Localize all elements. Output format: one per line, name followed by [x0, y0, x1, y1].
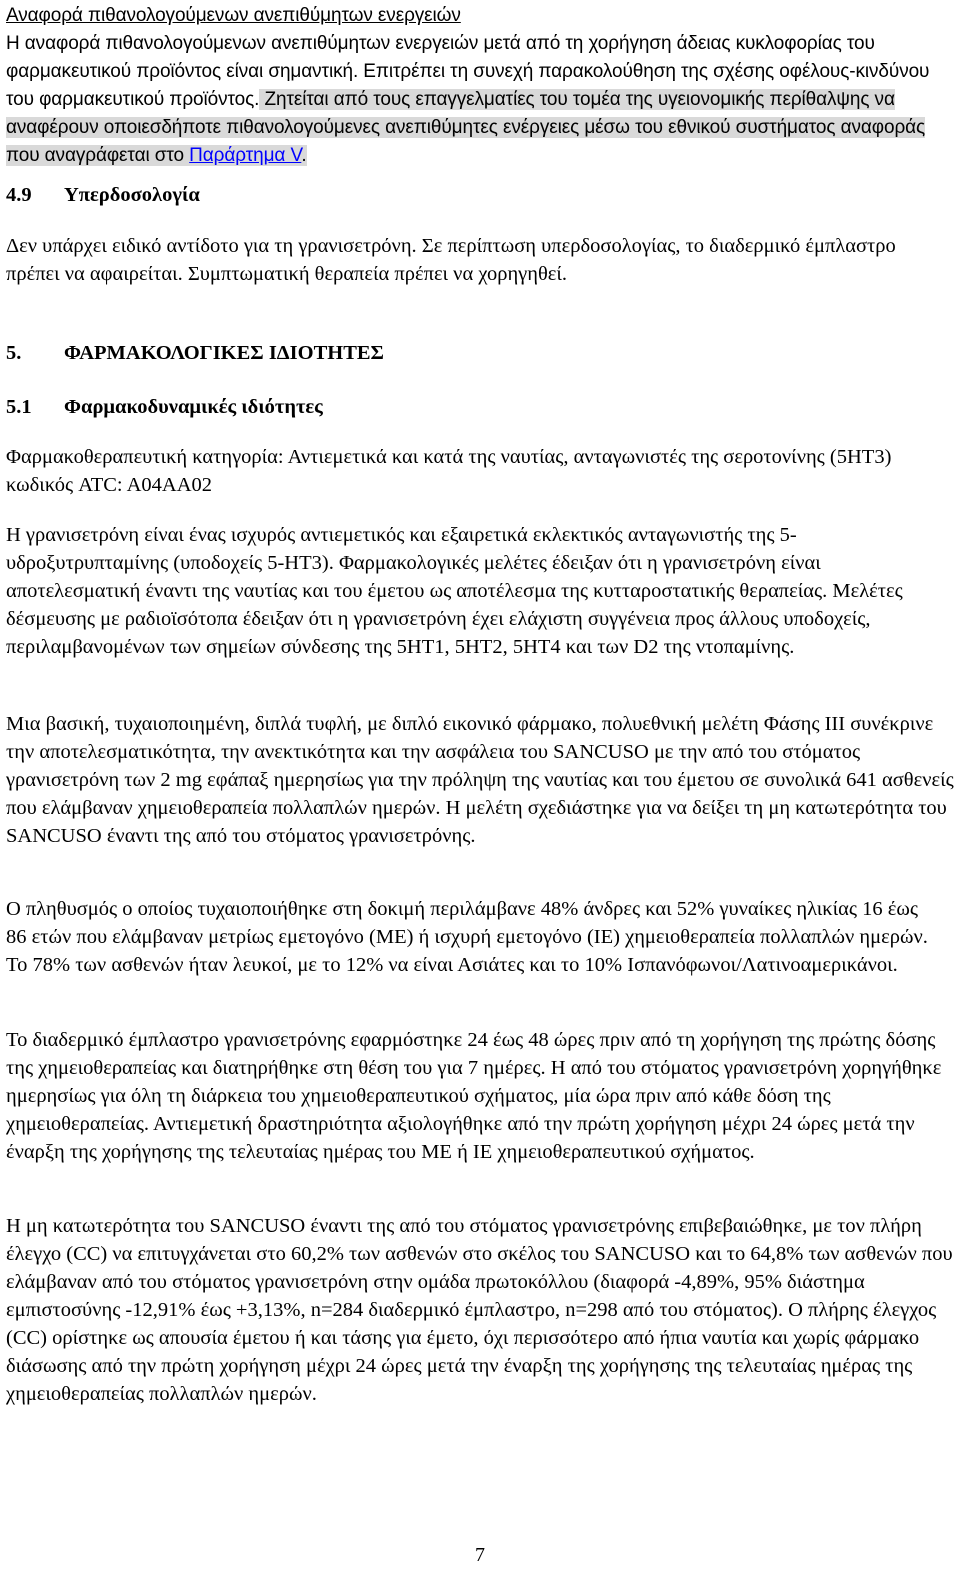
non-inferiority-paragraph: Η μη κατωτερότητα του SANCUSO έναντι της από του στόματος γρανισετρόνης επιβεβαιώθηκε, με τον πλήρη έλεγχο (CC) να επιτυγχάνεται στο 60,2% των ασθενών στο σκέλος του SANCUSO και το 64,8% των ασθενών που ελάμβαναν από του στόματος γρανισετρόνη στην ομάδα πρωτοκόλλου (διαφορά -4,89%, 95% διάστημα εμπιστοσύνης -12,91% έως +3,13%, n=284 διαδερμικό έμπλαστρο, n=298 από του στόματος). Ο πλήρης έλεγχος (CC) ορίστηκε ως απουσία έμετου ή και τάσης για έμετο, όχι περισσότερο από ήπια ναυτία και χωρίς φάρμακο διάσωσης από την πρώτη χορήγηση μέχρι 24 ώρες μετά την έναρξη της χορήγησης της τελευταίας ημέρας της χημειοθεραπείας πολλαπλών ημερών.: [6, 1215, 953, 1405]
adverse-reactions-text-b: Ζητείται από τους επαγγελματίες του τομέα της υγειονομικής περίθαλψης να αναφέρουν οποιεσδήποτε πιθανολογούμενες ανεπιθύμητες ενέργειες μέσω του εθνικού συστήματος αναφοράς που αναγράφεται στο Παράρτημα V.: [6, 89, 926, 166]
adverse-reactions-title: [6, 2, 954, 30]
section-4-9-heading: [6, 181, 200, 209]
population-paragraph: Ο πληθυσμός ο οποίος τυχαιοποιήθηκε στη δοκιμή περιλάμβανε 48% άνδρες και 52% γυναίκες ηλικίας 16 έως 86 ετών που ελάμβαναν μετρίως εμετογόνο (ΜΕ) ή ισχυρή εμετογόνο (ΙΕ) χημειοθεραπεία πολλαπλών ημερών. Το 78% των ασθενών ήταν λευκοί, με το 12% να είναι Ασιάτες και το 10% Ισπανόφωνοι/Λατινοαμερικάνοι.: [6, 898, 928, 976]
adverse-reactions-title-text: Αναφορά πιθανολογούμενων ανεπιθύμητων ενεργειών: [6, 5, 461, 26]
mechanism-paragraph: Η γρανισετρόνη είναι ένας ισχυρός αντιεμετικός και εξαιρετικά εκλεκτικός ανταγωνιστής της 5-υδροξυτρυπταμίνης (υποδοχείς 5-HT3). Φαρμακολογικές μελέτες έδειξαν ότι η γρανισετρόνη είναι αποτελεσματική έναντι της ναυτίας και του έμετου ως αποτέλεσμα της κυτταροστατικής θεραπείας. Μελέτες δέσμευσης με ραδιοϊσότοπα έδειξαν ότι η γρανισετρόνη έχει ελάχιστη συγγένεια προς άλλους υποδοχείς, περιλαμβανομένων των σημείων σύνδεσης της 5HT1, 5HT2, 5HT4 και των D2 της ντοπαμίνης.: [6, 524, 903, 658]
phase-iii-study-paragraph: Μια βασική, τυχαιοποιημένη, διπλά τυφλή, με διπλό εικονικό φάρμακο, πολυεθνική μελέτη Φάσης ΙΙΙ συνέκρινε την αποτελεσματικότητα, την ανεκτικότητα και την ασφάλεια του SANCUSO με την από του στόματος γρανισετρόνη των 2 mg εφάπαξ ημερησίως για την πρόληψη της ναυτίας και του έμετου σε συνολικά 641 ασθενείς που ελάμβαναν χημειοθεραπεία πολλαπλών ημερών. Η μελέτη σχεδιάστηκε για να δείξει τη μη κατωτερότητα του SANCUSO έναντι της από του στόματος γρανισετρόνης.: [6, 713, 954, 847]
annex-v-link[interactable]: Παράρτημα V: [189, 145, 302, 166]
page-number: 7: [475, 1544, 485, 1566]
section-4-9-text: Δεν υπάρχει ειδικό αντίδοτο για τη γρανισετρόνη. Σε περίπτωση υπερδοσολογίας, το διαδερμικό έμπλαστρο πρέπει να αφαιρείται. Συμπτωματική θεραπεία πρέπει να χορηγηθεί.: [6, 235, 896, 285]
section-5-1-number: 5.1: [6, 396, 32, 418]
section-5-number: 5.: [6, 342, 22, 364]
section-5-title: ΦΑΡΜΑΚΟΛΟΓΙΚΕΣ ΙΔΙΟΤΗΤΕΣ: [64, 342, 384, 364]
adverse-reactions-text-a: Η αναφορά πιθανολογούμενων ανεπιθύμητων ενεργειών μετά από τη χορήγηση άδειας κυκλοφορίας του φαρμακευτικού προϊόντος είναι σημαντική. Επιτρέπει τη συνεχή παρακολούθηση της σχέσης οφέλους-κινδύνου του φαρμακευτικού προϊόντος.: [6, 33, 930, 110]
pharmacotherapeutic-group-paragraph: Φαρμακοθεραπευτική κατηγορία: Αντιεμετικά και κατά της ναυτίας, ανταγωνιστές της σεροτονίνης (5HT3) κωδικός ATC: A04AA02: [6, 446, 892, 496]
section-4-9-number: 4.9: [6, 184, 32, 206]
adverse-reactions-paragraph: [6, 30, 946, 170]
dosing-schedule-paragraph: Το διαδερμικό έμπλαστρο γρανισετρόνης εφαρμόστηκε 24 έως 48 ώρες πριν από τη χορήγηση της πρώτης δόσης της χημειοθεραπείας και διατηρήθηκε στη θέση του για 7 ημέρες. Η από του στόματος γρανισετρόνη χορηγήθηκε ημερησίως για όλη τη διάρκεια του χημειοθεραπευτικού σχήματος, μία ώρα πριν από κάθε δόση της χημειοθεραπείας. Αντιεμετική δραστηριότητα αξιολογήθηκε από την πρώτη χορήγηση μέχρι 24 ώρες μετά την έναρξη της χορήγησης της τελευταίας ημέρας του ΜΕ ή ΙΕ χημειοθεραπευτικού σχήματος.: [6, 1029, 942, 1163]
section-5-heading: [6, 339, 384, 367]
section-5-1-title: Φαρμακοδυναμικές ιδιότητες: [64, 396, 323, 418]
section-4-9-title: Υπερδοσολογία: [64, 184, 200, 206]
section-5-1-heading: [6, 393, 323, 421]
